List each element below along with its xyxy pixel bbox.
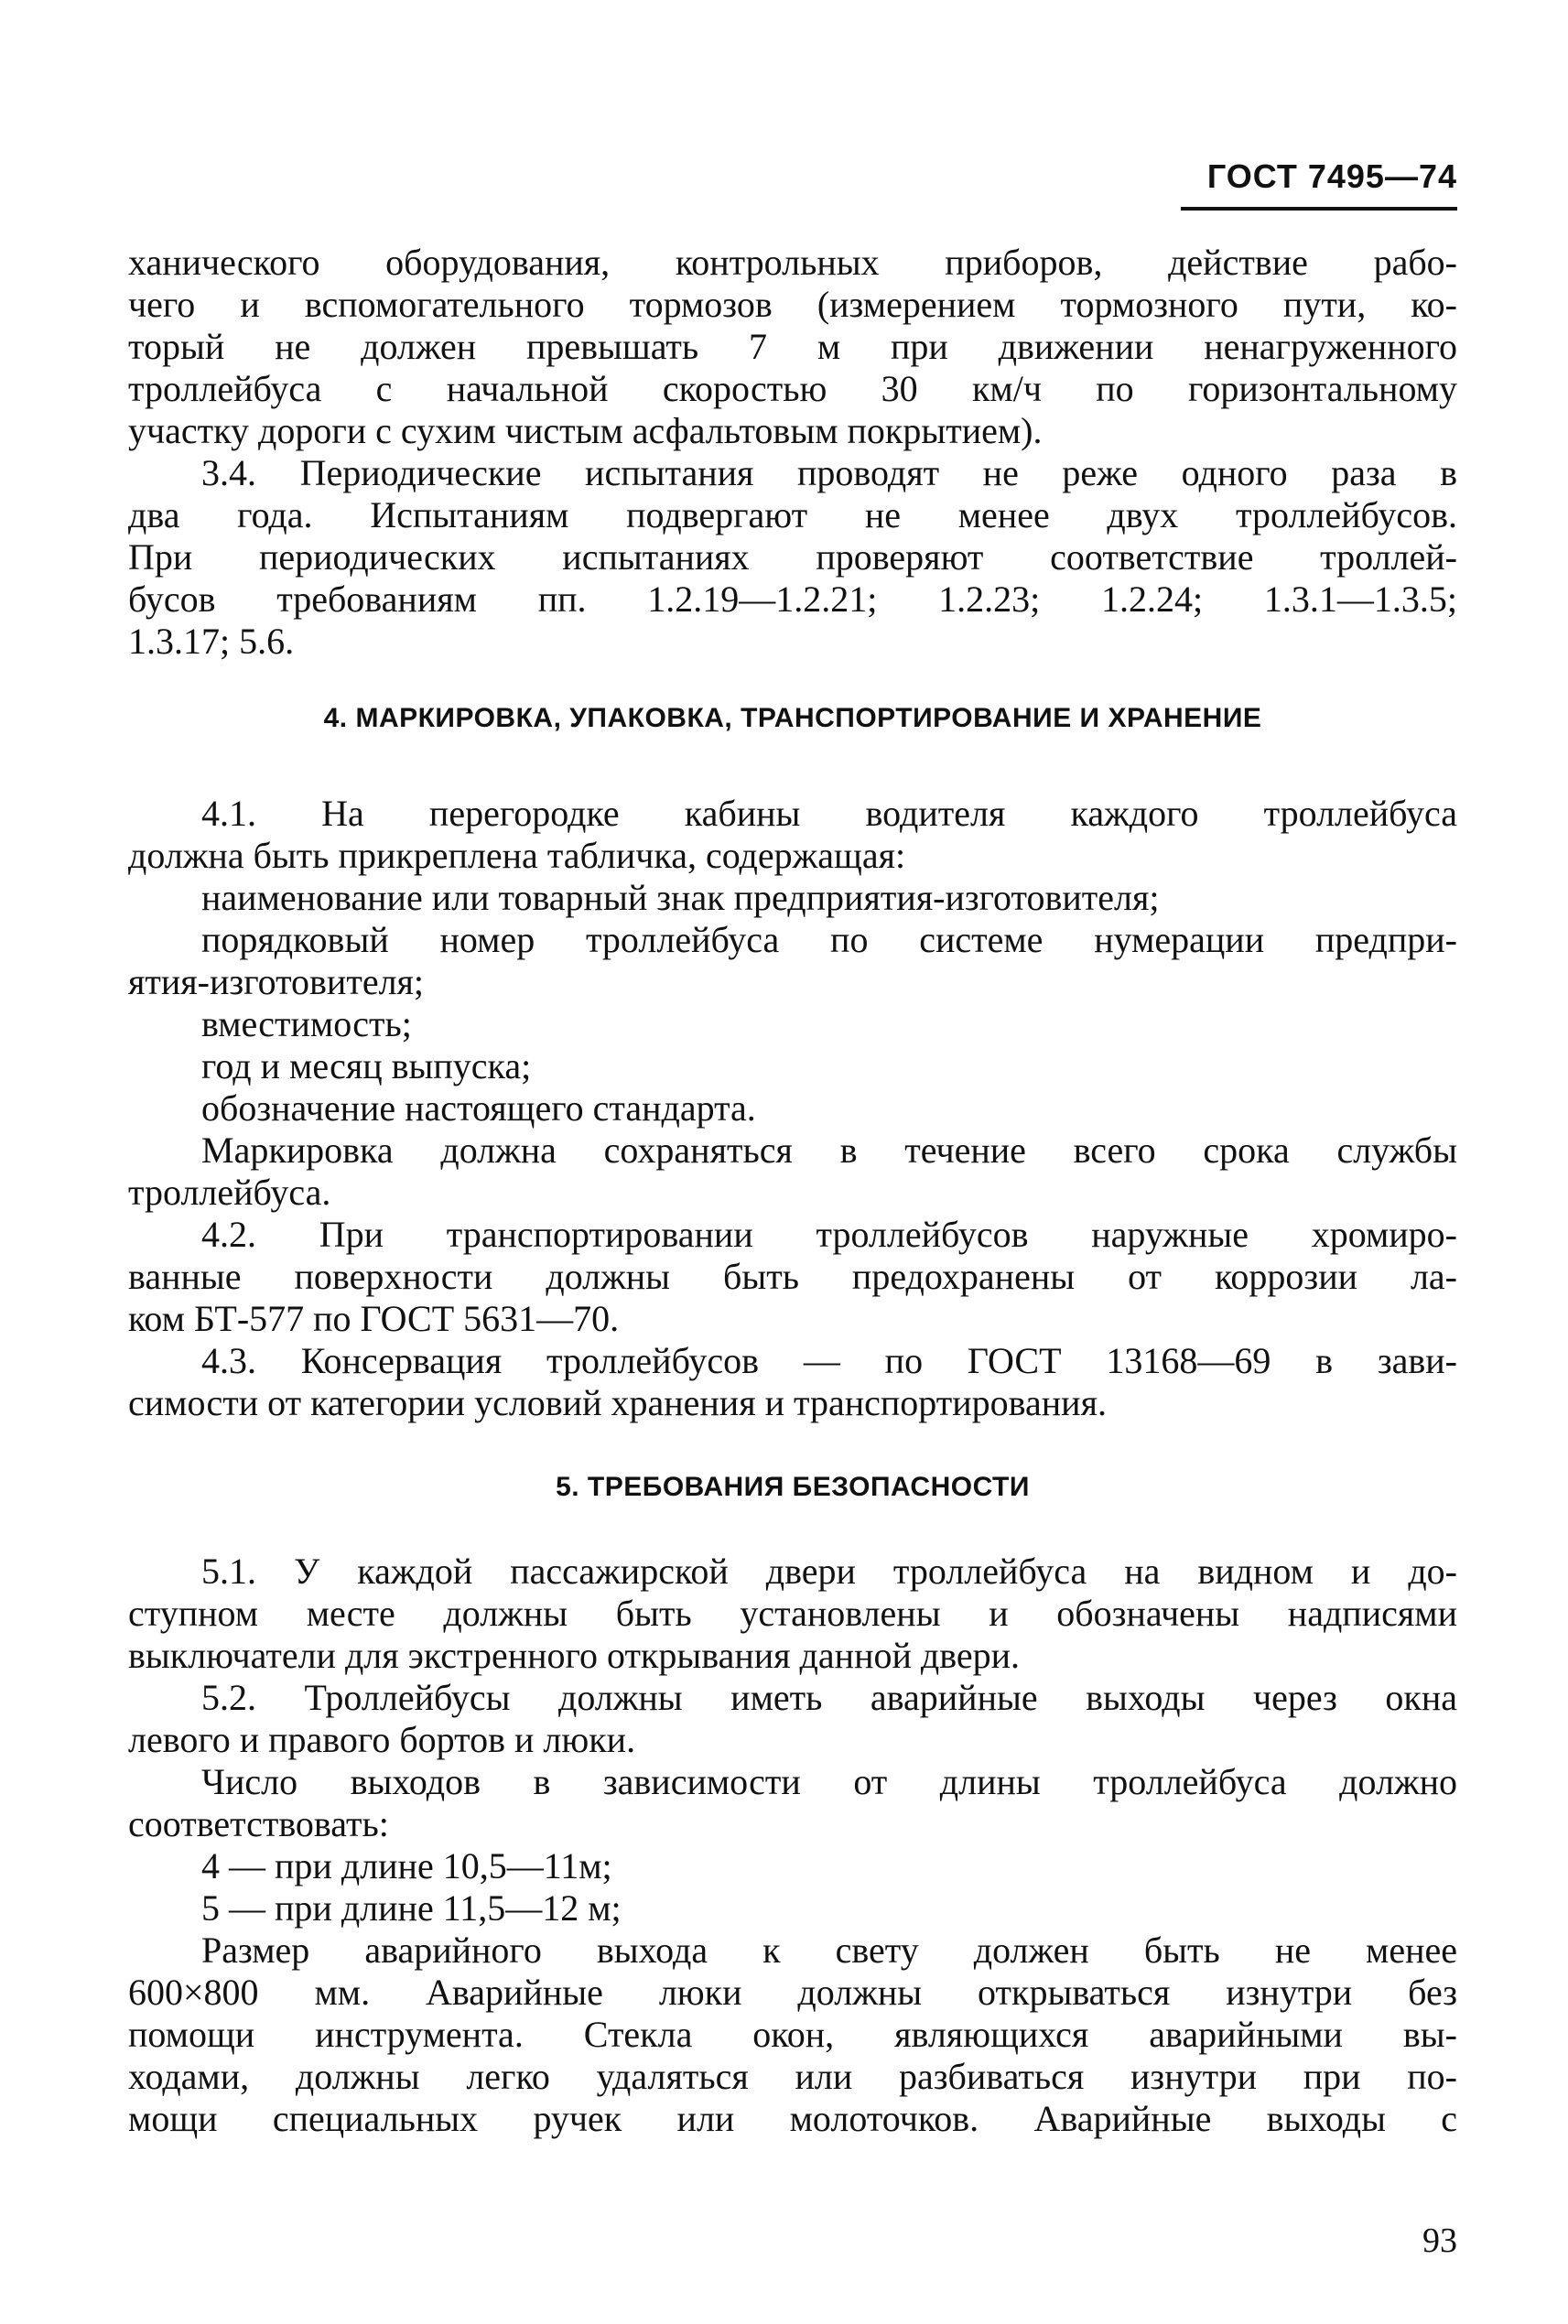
text-line: 1.3.17; 5.6. (128, 621, 295, 662)
paragraph-5-2-line: 5.2. Троллейбусы должны иметь аварийные выходы через окна (201, 1677, 1457, 1718)
text-line: Число выходов в зависимости от длины троллейбуса должно (201, 1761, 1457, 1802)
paragraph-3-4-line: 3.4. Периодические испытания проводят не реже одного раза в (201, 452, 1457, 493)
list-item: 5 — при длине 11,5—12 м; (201, 1887, 622, 1929)
text-line: ходами, должны легко удаляться или разбиваться изнутри при по- (128, 2056, 1457, 2097)
paragraph-4-2-line: 4.2. При транспортировании троллейбусов наружные хромиро- (201, 1214, 1457, 1255)
list-item: год и месяц выпуска; (201, 1045, 532, 1086)
text-line: помощи инструмента. Стекла окон, являющихся аварийными вы- (128, 2014, 1457, 2055)
text-line: бусов требованиям пп. 1.2.19—1.2.21; 1.2.23; 1.2.24; 1.3.1—1.3.5; (128, 578, 1457, 620)
text-line: троллейбуса с начальной скоростью 30 км/ч по горизонтальному (128, 368, 1457, 409)
text-line: При периодических испытаниях проверяют соответствие троллей- (128, 536, 1457, 578)
text-line: троллейбуса. (128, 1172, 331, 1213)
section-5-title: 5. ТРЕБОВАНИЯ БЕЗОПАСНОСТИ (556, 1472, 1030, 1502)
text-line: ятия-изготовителя; (128, 961, 425, 1002)
text-line: ханического оборудования, контрольных приборов, действие рабо- (128, 242, 1457, 283)
section-5-body (128, 1551, 1457, 2140)
standard-header: ГОСТ 7495—74 (1206, 157, 1457, 195)
text-line: торый не должен превышать 7 м при движении ненагруженного (128, 326, 1457, 367)
text-line: два года. Испытаниям подвергают не менее двух троллейбусов. (128, 494, 1457, 535)
text-line: ком БТ-577 по ГОСТ 5631—70. (128, 1298, 620, 1339)
text-line: левого и правого бортов и люки. (128, 1719, 636, 1760)
text-line: должна быть прикреплена табличка, содержащая: (128, 835, 906, 876)
paragraph-5-1-line: 5.1. У каждой пассажирской двери троллейбуса на видном и до- (201, 1551, 1457, 1592)
text-line: Размер аварийного выхода к свету должен быть не менее (201, 1929, 1457, 1971)
text-line: ванные поверхности должны быть предохранены от коррозии ла- (128, 1256, 1457, 1297)
list-item: 4 — при длине 10,5—11м; (201, 1845, 612, 1886)
page-number: 93 (1422, 2221, 1457, 2260)
text-line: ступном месте должны быть установлены и обозначены надписями (128, 1593, 1457, 1634)
text-line: соответствовать: (128, 1803, 389, 1844)
text-line: Маркировка должна сохраняться в течение всего срока службы (201, 1130, 1457, 1171)
list-item: обозначение настоящего стандарта. (201, 1087, 756, 1129)
section-4-title: 4. МАРКИРОВКА, УПАКОВКА, ТРАНСПОРТИРОВАНИЕ И ХРАНЕНИЕ (323, 703, 1262, 733)
text-line: симости от категории условий хранения и транспортирования. (128, 1382, 1107, 1423)
header-rule (1181, 207, 1457, 211)
paragraph-4-1-line: 4.1. На перегородке кабины водителя каждого троллейбуса (201, 793, 1457, 834)
list-item: наименование или товарный знак предприятия-изготовителя; (201, 877, 1160, 918)
text-line: выключатели для экстренного открывания данной двери. (128, 1635, 1021, 1676)
list-item: вместимость; (201, 1003, 412, 1044)
continuation-block (128, 242, 1457, 663)
section-4-body (128, 793, 1457, 1424)
text-line: мощи специальных ручек или молоточков. Аварийные выходы с (128, 2098, 1457, 2139)
text-line: участку дороги с сухим чистым асфальтовым покрытием). (128, 410, 1043, 451)
paragraph-4-3-line: 4.3. Консервация троллейбусов — по ГОСТ 13168—69 в зави- (201, 1340, 1457, 1381)
text-line: чего и вспомогательного тормозов (измерением тормозного пути, ко- (128, 284, 1457, 325)
text-line: 600×800 мм. Аварийные люки должны открываться изнутри без (128, 1972, 1457, 2013)
list-item: порядковый номер троллейбуса по системе нумерации предпри- (201, 919, 1457, 960)
